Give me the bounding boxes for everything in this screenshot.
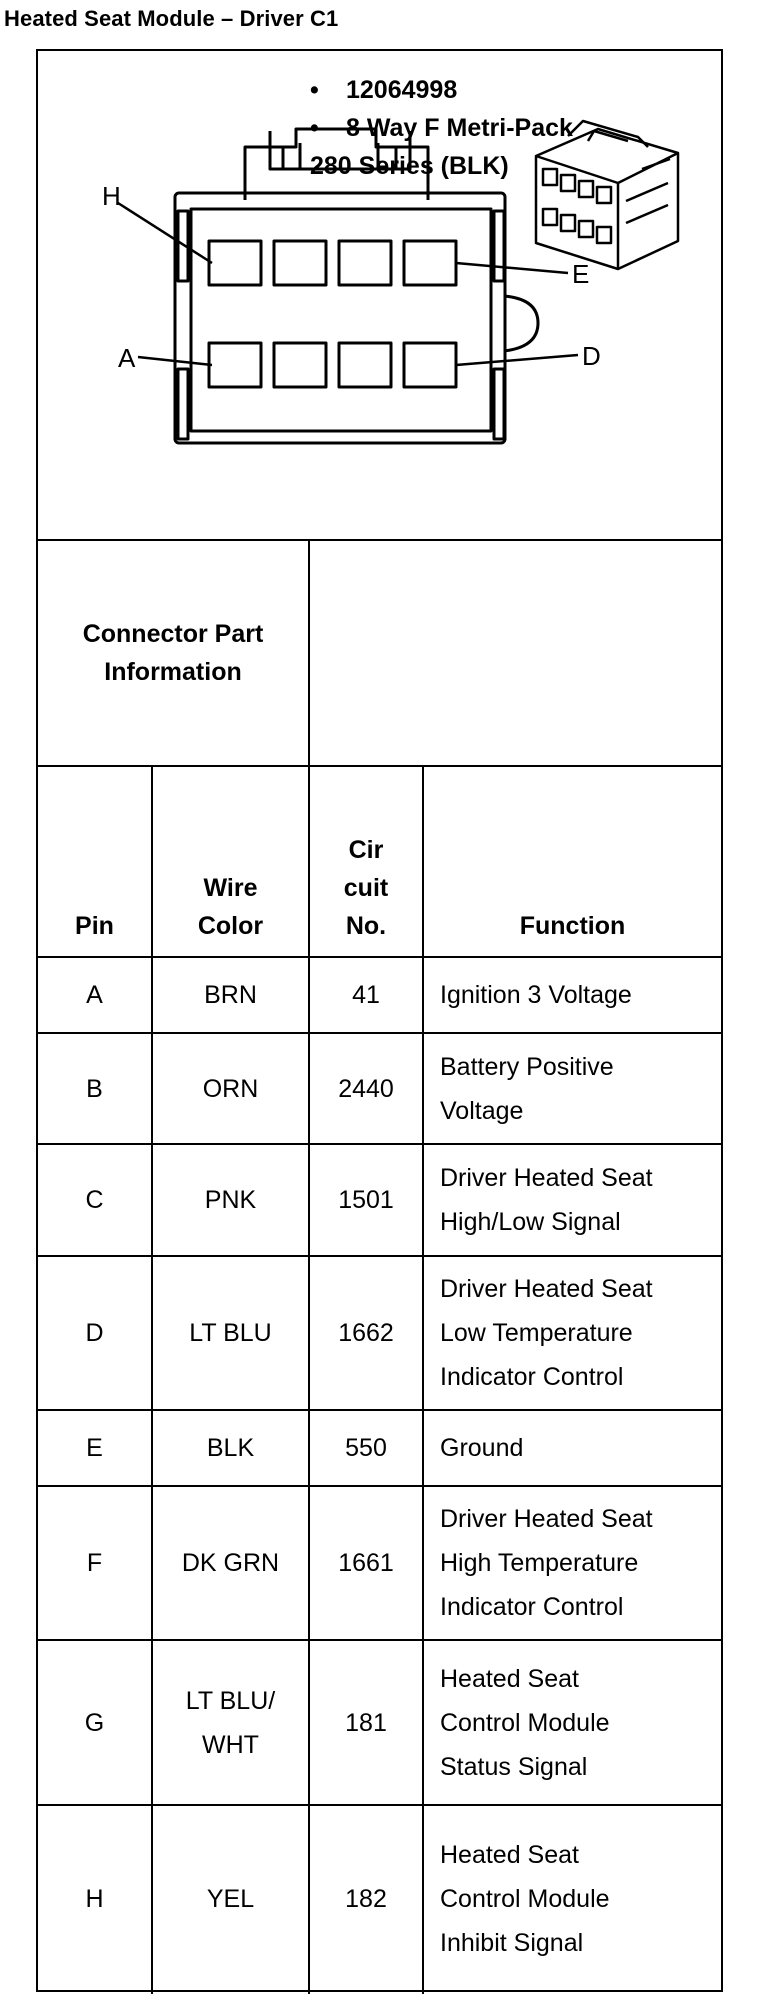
table-cell-circuit: 182 [345, 1885, 387, 1913]
table-cell-function: Driver Heated Seat Low Temperature Indicator Control [440, 1275, 653, 1391]
connector-info-label: Connector Part Information [82, 620, 264, 686]
table-cell-circuit: 1662 [338, 1319, 394, 1347]
table-cell-function: Driver Heated Seat High Temperature Indicator Control [440, 1505, 653, 1621]
table-cell-pin: E [86, 1434, 103, 1462]
table-cell-circuit: 41 [352, 981, 380, 1009]
table-cell-pin: F [86, 1549, 103, 1577]
header-wire-color: Wire Color [197, 874, 264, 940]
connector-description: • 8 Way F Metri-Pack [310, 109, 573, 147]
table-cell-circuit: 550 [345, 1434, 387, 1462]
table-cell-wire-color: ORN [202, 1074, 259, 1103]
table-cell-function: Heated Seat Control Module Status Signal [440, 1664, 610, 1781]
page-title: Heated Seat Module – Driver C1 [4, 6, 339, 31]
pin-label-a: A [118, 343, 136, 373]
table-cell-pin: A [86, 981, 103, 1009]
table-cell-wire-color: BRN [204, 981, 257, 1009]
part-number: • 12064998 [310, 71, 573, 109]
table-cell-function: Battery Positive Voltage [440, 1052, 614, 1125]
header-circuit: Cir cuit No. [343, 836, 389, 940]
table-cell-wire-color: LT BLU [189, 1319, 272, 1347]
divider [308, 539, 310, 767]
table-cell-function: Driver Heated Seat High/Low Signal [440, 1164, 653, 1236]
table-cell-pin: G [84, 1708, 105, 1737]
table-cell-pin: H [85, 1885, 104, 1913]
table-cell-circuit: 1661 [338, 1549, 394, 1577]
table-cell-function: Ignition 3 Voltage [440, 981, 632, 1009]
table-cell-circuit: 2440 [338, 1074, 394, 1103]
table-cell-pin: D [85, 1319, 104, 1347]
table-cell-wire-color: LT BLU/ WHT [185, 1686, 276, 1759]
table-cell-wire-color: PNK [204, 1186, 257, 1214]
connector-series: 280 Series (BLK) [310, 152, 509, 180]
table-cell-wire-color: DK GRN [181, 1549, 280, 1577]
pin-label-h: H [102, 181, 121, 211]
connector-table [36, 49, 723, 1992]
table-cell-circuit: 181 [345, 1708, 387, 1737]
pin-label-e: E [572, 259, 590, 289]
header-pin: Pin [75, 912, 114, 940]
table-cell-circuit: 1501 [338, 1186, 394, 1214]
connector-info-details [310, 71, 573, 185]
table-cell-wire-color: BLK [206, 1434, 255, 1462]
table-cell-pin: B [86, 1074, 103, 1103]
divider [422, 765, 424, 1994]
table-cell-function: Heated Seat Control Module Inhibit Signal [440, 1841, 610, 1957]
table-cell-wire-color: YEL [206, 1885, 255, 1913]
table-cell-pin: C [85, 1186, 104, 1214]
pin-label-d: D [582, 341, 601, 371]
header-function: Function [519, 912, 626, 940]
table-cell-function: Ground [440, 1434, 524, 1462]
